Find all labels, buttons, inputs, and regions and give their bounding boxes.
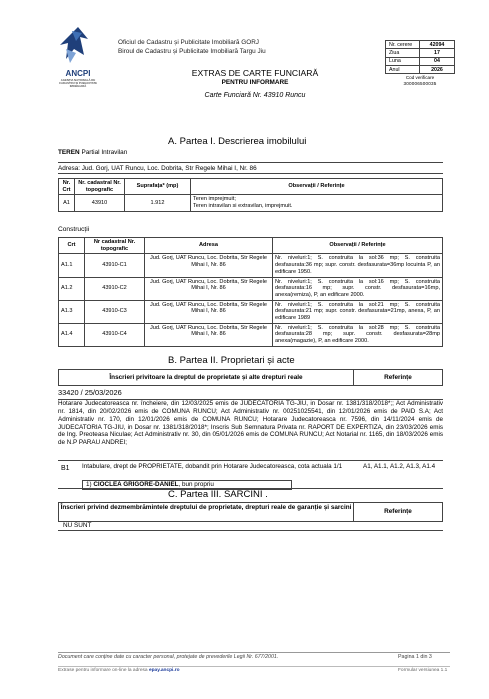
col-header: Observații / Referințe	[273, 238, 443, 254]
b1-references: A1, A1.1, A1.2, A1.3, A1.4	[363, 463, 436, 470]
cell-crt: A1.1	[59, 254, 85, 277]
table-row	[59, 277, 443, 300]
table-row	[59, 254, 443, 277]
b1-entry	[58, 460, 443, 489]
owner-qualifier: , bun propriu	[178, 481, 214, 488]
registration-box	[385, 40, 455, 86]
table-row	[59, 323, 443, 346]
page-number: Pagina 1 din 3	[398, 654, 432, 660]
reg-label: Ziua	[386, 49, 420, 57]
col-header: Crt	[59, 238, 85, 254]
part-c-header	[58, 502, 443, 522]
land-table-header	[59, 179, 443, 195]
references-column-header: Referințe	[384, 508, 412, 515]
entry-description: Hotarare Judecatoreasca nr. încheiere, din 12/03/2025 emis de JUDECATORIA TG-JIU, in Dosar nr. 1381/318/2018*;; Act Administrativ nr. 1814, din 20/02/2026 emis de COMUNA RUNCU; Act Administrativ nr. 00251025541, din 12/01/2026 emis de PAID S.A; Act Administrativ nr. 170, din 12/01/2026 emis de COMUNA RUNCU; Hotarare Judecatoreasca nr. 7596, din 14/11/2024 emis de JUDECATORIA TG-JIU, in Dosar nr. 1381/318/2018*; Inscris Sub Semnatura Privata nr. RAPORT DE EXPERTIZA, din 23/03/2026 emis de Ing. Preoteasa Niculae; Act Administrativ nr. 30, din 05/01/2026 emis de COMUNA RUNCU; Act Notarial nr. 1165, din 18/03/2026 emis de N.P PARAU ANDREI;	[58, 400, 443, 447]
references-column-header: Referințe	[384, 374, 412, 381]
logo-text: ANCPI	[65, 69, 91, 79]
col-header: Nr. Crt	[59, 179, 75, 195]
online-extract-text: Extrase pentru informare on-line la adresa	[58, 668, 148, 673]
constructions-label: Construcții	[58, 226, 90, 233]
logo-subtext: AGENȚIA NAȚIONALĂ DE CADASTRU ȘI PUBLICITATE IMOBILIARĂ	[59, 77, 97, 89]
form-version: Formular versiunea 1.1	[398, 668, 448, 673]
cell-cadastral: 43910-C1	[85, 254, 145, 277]
cell-address: Jud. Gorj, UAT Runcu, Loc. Dobrita, Str Regele Mihai I, Nr. 86	[145, 277, 273, 300]
col-header: Nr. cadastral Nr. topografic	[75, 179, 125, 195]
reg-row-ziua	[386, 49, 455, 57]
land-table	[58, 178, 443, 212]
cell-cadastral: 43910	[75, 195, 125, 211]
cell-address: Jud. Gorj, UAT Runcu, Loc. Dobrita, Str Regele Mihai I, Nr. 86	[145, 300, 273, 323]
teren-label: TEREN	[58, 149, 80, 156]
reg-label: Luna	[386, 57, 420, 65]
col-header: Suprafața* (mp)	[125, 179, 191, 195]
part-a-heading: A. Partea I. Descrierea imobilului	[168, 136, 307, 147]
reg-value: 2026	[420, 66, 455, 74]
obs-line: Teren intravilan si extravilan, imprejmuit.	[193, 203, 293, 210]
ancpi-logo	[58, 25, 98, 89]
cell-surface: 1.912	[125, 195, 191, 211]
epay-link[interactable]: epay.ancpi.ro	[148, 668, 180, 673]
col-header: Nr cadastral Nr. topografic	[85, 238, 145, 254]
constructions-table	[58, 237, 443, 347]
cell-observations: Nr. niveluri:1; S. construita la sol:36 mp; S. construita desfasurata:36 mp; supr. constr. desfasurata=36mp locuinta P, an edificare 1950.	[273, 254, 443, 277]
constructions-table-header	[59, 238, 443, 254]
cell-cadastral: 43910-C4	[85, 323, 145, 346]
part-b-heading: B. Partea II. Proprietari și acte	[168, 355, 295, 366]
owner-index: 1)	[86, 481, 92, 488]
entry-id: 33420 / 25/03/2026	[58, 389, 443, 400]
cell-crt: A1.3	[59, 300, 85, 323]
reg-row-luna	[386, 57, 455, 65]
table-row	[59, 300, 443, 323]
cf-number: Carte Funciară Nr. 43910 Runcu	[204, 91, 306, 99]
document-title: EXTRAS DE CARTE FUNCIARĂ	[191, 68, 319, 78]
cell-observations	[191, 195, 443, 211]
reg-value: 42094	[420, 41, 455, 49]
reg-label: Anul	[386, 66, 420, 74]
teren-type: Partial Intravilan	[81, 149, 128, 156]
rights-column-header: Înscrieri privitoare la dreptul de proprietate și alte drepturi reale	[59, 370, 354, 385]
b1-text: Intabulare, drept de PROPRIETATE, dobandit prin Hotarare Judecatoreasca, cota actuala 1/1	[82, 463, 343, 470]
col-header: Observații / Referințe	[191, 179, 443, 195]
part-c-heading: C. Partea III. SARCINI .	[168, 489, 268, 500]
obs-line: Teren imprejmuit;	[193, 196, 236, 203]
col-header: Adresa	[145, 238, 273, 254]
cell-observations: Nr. niveluri:1; S. construita la sol:16 mp; S. construita desfasurata:16 mp; supr. constr. desfasurata=16mp, anexa(remiza), P, an edificare 2000.	[273, 277, 443, 300]
cell-crt: A1	[59, 195, 75, 211]
reg-value: 17	[420, 49, 455, 57]
verify-label: Cod verificare	[405, 75, 435, 81]
table-row	[59, 195, 443, 211]
office-name: Oficiul de Cadastru și Publicitate Imobiliară GORJ	[118, 39, 260, 46]
reg-value: 04	[420, 57, 455, 65]
document-subtitle: PENTRU INFORMARE	[221, 78, 289, 86]
cell-observations: Nr. niveluri:1; S. construita la sol:21 mp; S. construita desfasurata:21 mp; supr. constr. desfasurata=21mp, anexa, P, an edificare 1989	[273, 300, 443, 323]
reg-label: Nr. cerere	[386, 41, 420, 49]
cell-observations: Nr. niveluri:1; S. construita la sol:28 mp; S. construita desfasurata:28 mp; supr. constr. desfasurata=28mp anexa(magazie), P, an edificare 2000.	[273, 323, 443, 346]
owner-name: CIOCLEA GRIGORE-DANIEL	[93, 481, 179, 488]
cell-cadastral: 43910-C2	[85, 277, 145, 300]
cell-crt: A1.2	[59, 277, 85, 300]
part-b-header	[58, 369, 443, 386]
bureau-name: Biroul de Cadastru și Publicitate Imobiliară Targu Jiu	[118, 47, 266, 55]
property-address: Adresa: Jud. Gorj, UAT Runcu, Loc. Dobrita, Str Regele Mihai I, Nr. 86	[58, 165, 257, 172]
reg-row-cerere	[386, 41, 455, 49]
verify-code: 300006500035	[403, 80, 437, 86]
charges-column-header: Înscrieri privind dezmembrămintele dreptului de proprietate, drepturi reale de garanție și sarcini	[59, 503, 354, 521]
privacy-note: Document care conține date cu caracter personal, protejate de prevederile Legii Nr. 677/2001.	[58, 654, 279, 660]
cell-address: Jud. Gorj, UAT Runcu, Loc. Dobrita, Str Regele Mihai I, Nr. 86	[145, 323, 273, 346]
charges-value: NU SUNT	[63, 522, 92, 529]
b1-id: B1	[61, 465, 70, 472]
reg-row-anul	[386, 66, 455, 74]
cell-cadastral: 43910-C3	[85, 300, 145, 323]
cell-address: Jud. Gorj, UAT Runcu, Loc. Dobrita, Str Regele Mihai I, Nr. 86	[145, 254, 273, 277]
ancpi-logo-icon	[58, 25, 98, 67]
cell-crt: A1.4	[59, 323, 85, 346]
